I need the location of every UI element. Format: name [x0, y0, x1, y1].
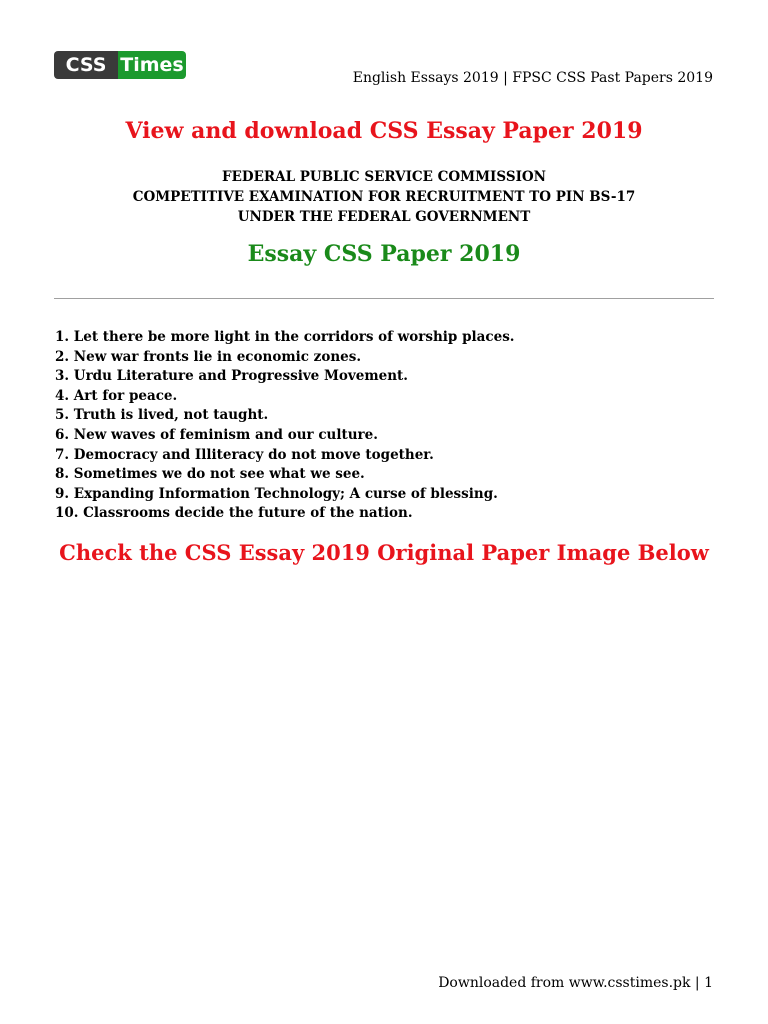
commission-line-3: UNDER THE FEDERAL GOVERNMENT: [237, 209, 531, 225]
main-title: View and download CSS Essay Paper 2019: [125, 118, 643, 144]
list-item: 8. Sometimes we do not see what we see.: [55, 466, 365, 483]
list-item: 7. Democracy and Illiteracy do not move together.: [55, 446, 434, 463]
list-item: 9. Expanding Information Technology; A curse of blessing.: [55, 485, 498, 502]
commission-block: [0, 167, 768, 227]
commission-line-2: COMPETITIVE EXAMINATION FOR RECRUITMENT TO PIN BS-17: [132, 189, 636, 205]
header-caption: English Essays 2019 | FPSC CSS Past Papers 2019: [352, 70, 713, 86]
essay-topics-list: [55, 328, 515, 524]
section-divider: [54, 298, 714, 299]
list-item: 2. New war fronts lie in economic zones.: [55, 348, 362, 365]
list-item: 10. Classrooms decide the future of the nation.: [55, 505, 413, 522]
commission-line-1: FEDERAL PUBLIC SERVICE COMMISSION: [222, 169, 546, 185]
logo-right-part: Times: [118, 51, 186, 79]
page-footer: Downloaded from www.csstimes.pk | 1: [438, 975, 713, 991]
list-item: 3. Urdu Literature and Progressive Movement.: [55, 368, 408, 385]
check-original-paper-heading: Check the CSS Essay 2019 Original Paper Image Below: [59, 540, 709, 565]
list-item: 1. Let there be more light in the corridors of worship places.: [55, 329, 515, 345]
logo-left-part: CSS: [54, 51, 118, 79]
list-item: 5. Truth is lived, not taught.: [55, 407, 269, 424]
list-item: 4. Art for peace.: [55, 387, 178, 404]
essay-title: Essay CSS Paper 2019: [247, 241, 521, 267]
list-item: 6. New waves of feminism and our culture.: [55, 426, 378, 443]
css-times-logo: [54, 51, 186, 79]
